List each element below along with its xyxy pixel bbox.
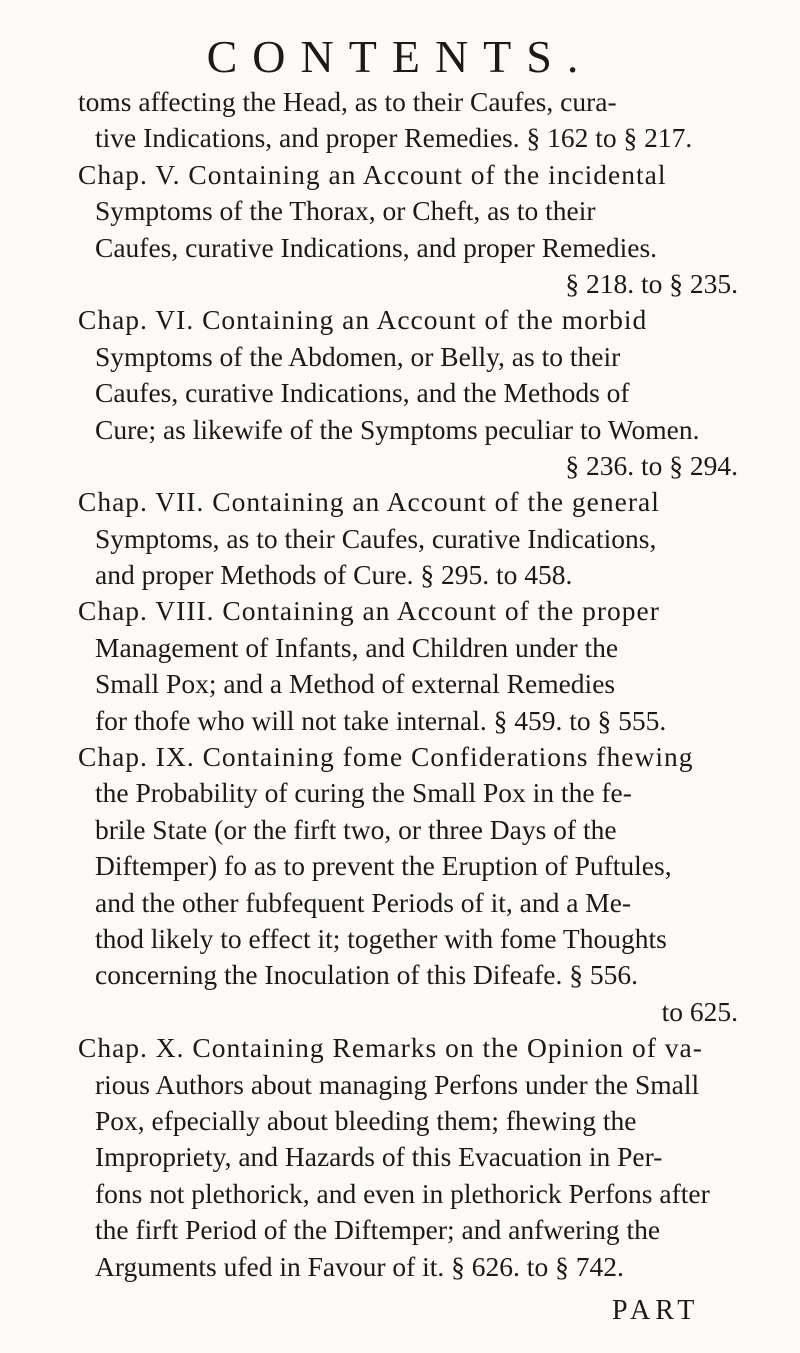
contents-line: thod likely to effect it; together with fome Thoughts	[95, 922, 667, 954]
contents-line: the Probability of curing the Small Pox in the fe-	[95, 777, 632, 809]
catchword: PART	[612, 1295, 700, 1326]
contents-line: concerning the Inoculation of this Difeafe. § 556.	[95, 959, 638, 991]
contents-line: Arguments ufed in Favour of it. § 626. to § 742.	[95, 1250, 624, 1282]
chapter-line: Chap. VII. Containing an Account of the general	[78, 486, 660, 518]
chapter-line: Chap. VI. Containing an Account of the morbid	[78, 304, 648, 336]
contents-line: the firft Period of the Diftemper; and anfwering the	[95, 1214, 661, 1246]
contents-line: Symptoms, as to their Caufes, curative Indications,	[95, 522, 657, 554]
contents-line: Management of Infants, and Children under the	[95, 631, 619, 663]
chapter-line: Chap. IX. Containing fome Confiderations fhewing	[78, 741, 694, 773]
page-header: CONTENTS.	[206, 31, 594, 82]
contents-line: and the other fubfequent Periods of it, and a Me-	[95, 886, 632, 918]
contents-line: fons not plethorick, and even in plethorick Perfons after	[95, 1177, 710, 1209]
contents-line: Pox, efpecially about bleeding them; fhewing the	[95, 1104, 637, 1136]
section-range: § 218. to § 235.	[565, 267, 738, 299]
contents-line: Symptoms of the Thorax, or Cheft, as to their	[95, 195, 596, 227]
contents-line: Diftemper) fo as to prevent the Eruption of Puftules,	[95, 850, 672, 882]
contents-line: Caufes, curative Indications, and the Methods of	[95, 377, 630, 409]
contents-line: tive Indications, and proper Remedies. § 162 to § 217.	[95, 122, 693, 154]
contents-line: Caufes, curative Indications, and proper Remedies.	[95, 231, 658, 263]
contents-line: for thofe who will not take internal. § 459. to § 555.	[95, 704, 667, 736]
contents-line: Impropriety, and Hazards of this Evacuation in Per-	[95, 1141, 663, 1173]
chapter-line: Chap. V. Containing an Account of the incidental	[78, 158, 667, 190]
contents-line: and proper Methods of Cure. § 295. to 458.	[95, 559, 573, 591]
contents-line: Cure; as likewife of the Symptoms peculiar to Women.	[95, 413, 700, 445]
contents-line: Small Pox; and a Method of external Remedies	[95, 668, 616, 700]
chapter-line: Chap. VIII. Containing an Account of the proper	[78, 595, 660, 627]
section-range: § 236. to § 294.	[565, 449, 738, 481]
chapter-line: Chap. X. Containing Remarks on the Opinion of va-	[78, 1032, 703, 1064]
section-range: to 625.	[661, 995, 738, 1027]
contents-line: Symptoms of the Abdomen, or Belly, as to their	[95, 340, 621, 372]
contents-line: brile State (or the firft two, or three Days of the	[95, 813, 617, 845]
contents-line: toms affecting the Head, as to their Caufes, cura-	[78, 86, 617, 117]
contents-line: rious Authors about managing Perfons under the Small	[95, 1068, 700, 1100]
contents-body	[78, 84, 738, 1285]
